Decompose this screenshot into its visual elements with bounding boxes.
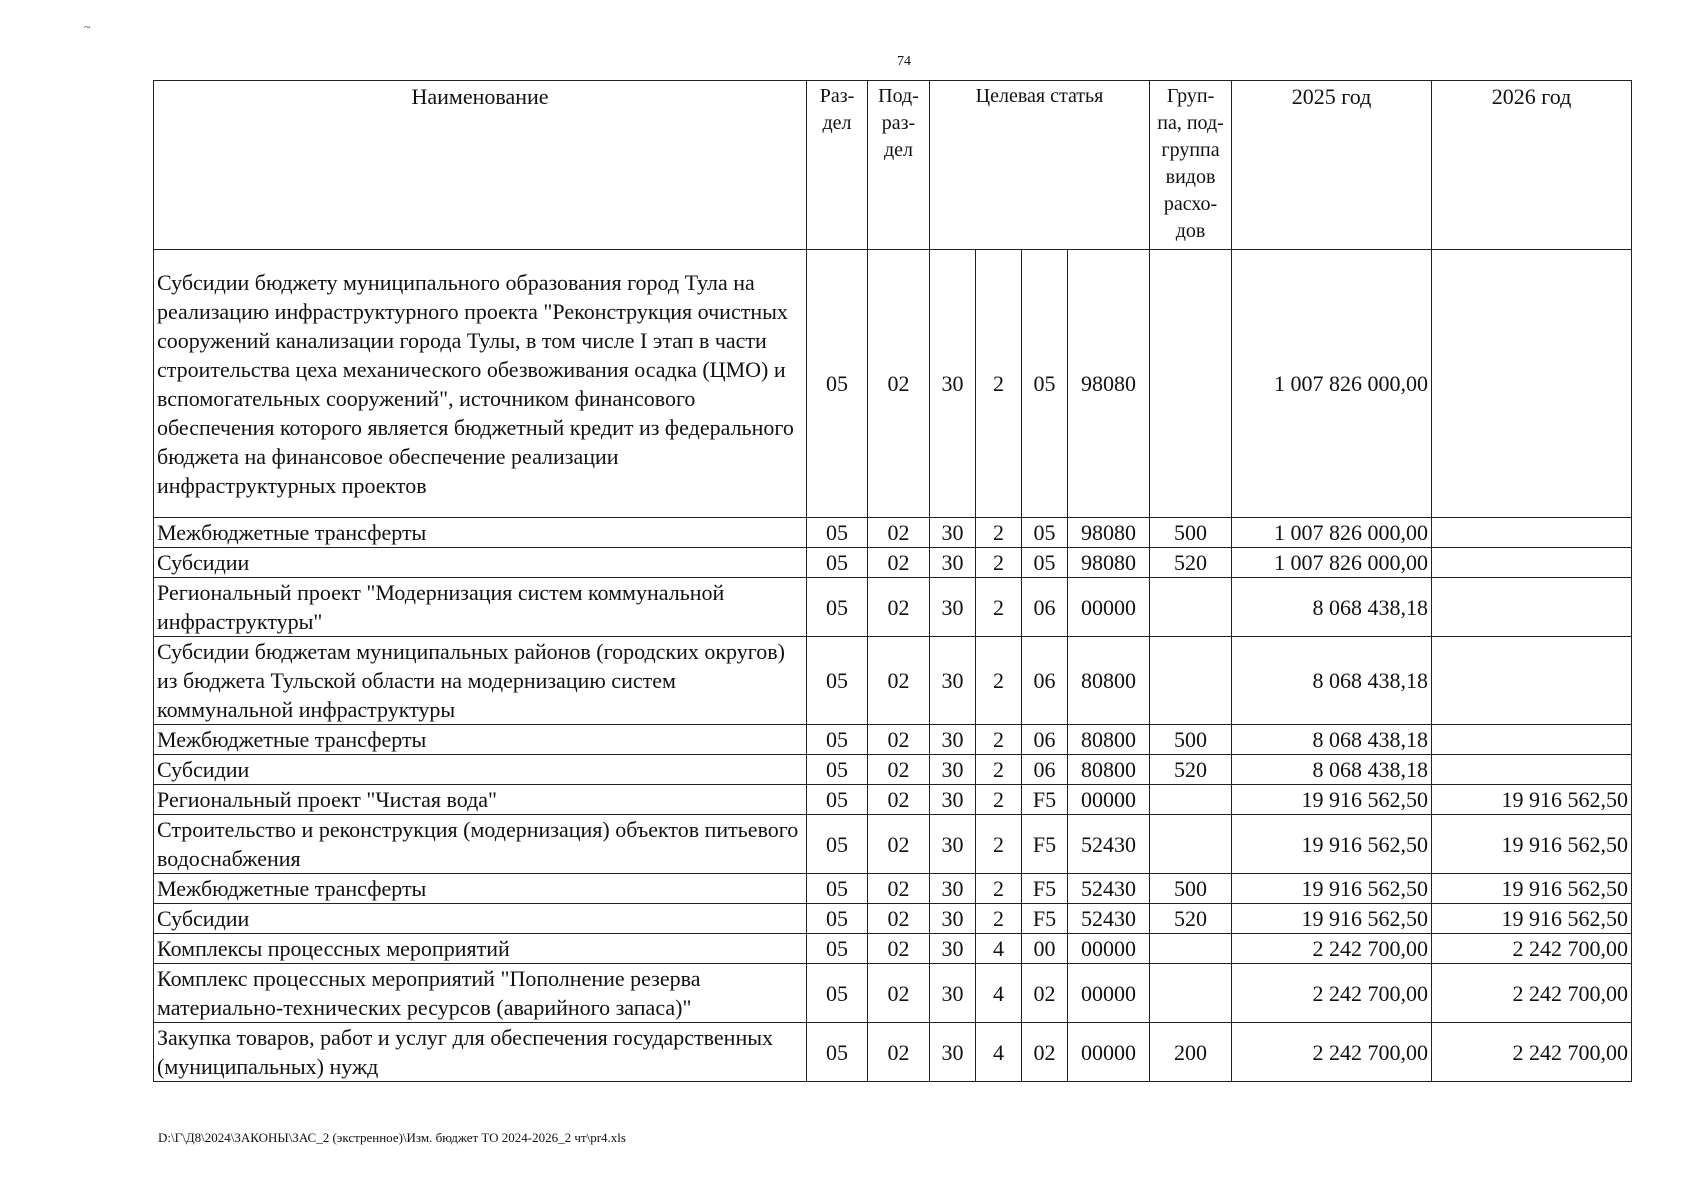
cell-target-4: 00000 — [1068, 785, 1150, 815]
cell-name: Региональный проект "Чистая вода" — [154, 785, 807, 815]
cell-2025: 8 068 438,18 — [1232, 755, 1432, 785]
cell-target-1: 30 — [930, 518, 976, 548]
cell-group — [1150, 578, 1232, 637]
table-row — [154, 904, 1632, 934]
cell-target-1: 30 — [930, 904, 976, 934]
cell-name: Комплексы процессных мероприятий — [154, 934, 807, 964]
cell-group — [1150, 785, 1232, 815]
cell-section: 05 — [807, 874, 868, 904]
cell-target-4: 52430 — [1068, 815, 1150, 874]
cell-subsection: 02 — [868, 785, 930, 815]
cell-subsection: 02 — [868, 1023, 930, 1082]
cell-group — [1150, 815, 1232, 874]
cell-target-3: 06 — [1022, 578, 1068, 637]
cell-section: 05 — [807, 250, 868, 518]
cell-target-3: 00 — [1022, 934, 1068, 964]
cell-2025: 1 007 826 000,00 — [1232, 250, 1432, 518]
cell-target-2: 2 — [976, 785, 1022, 815]
cell-2026 — [1432, 725, 1632, 755]
cell-subsection: 02 — [868, 934, 930, 964]
cell-target-1: 30 — [930, 725, 976, 755]
cell-target-4: 98080 — [1068, 518, 1150, 548]
header-2026: 2026 год — [1432, 81, 1632, 250]
table-row — [154, 1023, 1632, 1082]
cell-2026 — [1432, 548, 1632, 578]
cell-target-3: F5 — [1022, 815, 1068, 874]
cell-target-3: 05 — [1022, 518, 1068, 548]
cell-group: 500 — [1150, 874, 1232, 904]
cell-target-2: 2 — [976, 637, 1022, 725]
cell-section: 05 — [807, 934, 868, 964]
cell-2025: 19 916 562,50 — [1232, 785, 1432, 815]
cell-name: Межбюджетные трансферты — [154, 725, 807, 755]
cell-name: Субсидии — [154, 548, 807, 578]
header-row — [154, 81, 1632, 250]
cell-2026 — [1432, 518, 1632, 548]
cell-2025: 2 242 700,00 — [1232, 964, 1432, 1023]
header-group: Груп- па, под- группа видов расхо- дов — [1150, 81, 1232, 250]
cell-group: 500 — [1150, 518, 1232, 548]
budget-table — [153, 80, 1632, 1082]
cell-subsection: 02 — [868, 250, 930, 518]
cell-subsection: 02 — [868, 578, 930, 637]
table-row — [154, 578, 1632, 637]
cell-group — [1150, 934, 1232, 964]
cell-target-4: 80800 — [1068, 755, 1150, 785]
cell-section: 05 — [807, 815, 868, 874]
cell-2025: 2 242 700,00 — [1232, 934, 1432, 964]
cell-target-2: 4 — [976, 964, 1022, 1023]
table-row — [154, 548, 1632, 578]
cell-section: 05 — [807, 548, 868, 578]
cell-section: 05 — [807, 725, 868, 755]
cell-2025: 2 242 700,00 — [1232, 1023, 1432, 1082]
cell-name: Субсидии — [154, 755, 807, 785]
cell-name: Закупка товаров, работ и услуг для обеспечения государственных (муниципальных) нужд — [154, 1023, 807, 1082]
cell-target-4: 80800 — [1068, 637, 1150, 725]
cell-target-1: 30 — [930, 755, 976, 785]
cell-group — [1150, 250, 1232, 518]
cell-target-3: 02 — [1022, 1023, 1068, 1082]
cell-2025: 8 068 438,18 — [1232, 637, 1432, 725]
cell-subsection: 02 — [868, 815, 930, 874]
cell-target-4: 98080 — [1068, 250, 1150, 518]
cell-subsection: 02 — [868, 637, 930, 725]
cell-subsection: 02 — [868, 518, 930, 548]
cell-target-1: 30 — [930, 637, 976, 725]
cell-name: Комплекс процессных мероприятий "Пополнение резерва материально-технических ресурсов (аварийного запаса)" — [154, 964, 807, 1023]
cell-target-2: 2 — [976, 755, 1022, 785]
cell-target-2: 2 — [976, 548, 1022, 578]
cell-name: Межбюджетные трансферты — [154, 518, 807, 548]
cell-target-4: 98080 — [1068, 548, 1150, 578]
header-section: Раз- дел — [807, 81, 868, 250]
cell-2026: 19 916 562,50 — [1432, 815, 1632, 874]
footer-file-path: D:\Г\Д8\2024\ЗАКОНЫ\ЗАС_2 (экстренное)\Изм. бюджет ТО 2024-2026_2 чт\pr4.xls — [158, 1130, 626, 1145]
cell-target-1: 30 — [930, 785, 976, 815]
cell-target-4: 00000 — [1068, 578, 1150, 637]
cell-2025: 8 068 438,18 — [1232, 725, 1432, 755]
cell-2025: 19 916 562,50 — [1232, 904, 1432, 934]
cell-target-2: 2 — [976, 578, 1022, 637]
cell-2026: 2 242 700,00 — [1432, 934, 1632, 964]
cell-target-4: 80800 — [1068, 725, 1150, 755]
cell-section: 05 — [807, 637, 868, 725]
cell-target-2: 4 — [976, 1023, 1022, 1082]
table-row — [154, 874, 1632, 904]
cell-target-4: 00000 — [1068, 934, 1150, 964]
cell-subsection: 02 — [868, 548, 930, 578]
table-row — [154, 934, 1632, 964]
cell-group — [1150, 964, 1232, 1023]
cell-target-1: 30 — [930, 874, 976, 904]
cell-target-4: 00000 — [1068, 1023, 1150, 1082]
table-row — [154, 725, 1632, 755]
cell-section: 05 — [807, 964, 868, 1023]
cell-name: Субсидии бюджету муниципального образования город Тула на реализацию инфраструктурного проекта "Реконструкция очистных сооружений канализации города Тулы, в том числе I этап в части строительства цеха механического обезвоживания осадка (ЦМО) и вспомогательных сооружений", источником финансового обеспечения которого является бюджетный кредит из федерального бюджета на финансовое обеспечение реализации инфраструктурных проектов — [154, 250, 807, 518]
cell-target-1: 30 — [930, 250, 976, 518]
cell-2026: 19 916 562,50 — [1432, 785, 1632, 815]
cell-group: 520 — [1150, 904, 1232, 934]
cell-subsection: 02 — [868, 964, 930, 1023]
header-subsection: Под- раз- дел — [868, 81, 930, 250]
cell-group — [1150, 637, 1232, 725]
cell-2025: 19 916 562,50 — [1232, 874, 1432, 904]
cell-2026: 19 916 562,50 — [1432, 874, 1632, 904]
margin-mark: ~ — [84, 20, 91, 34]
cell-target-1: 30 — [930, 934, 976, 964]
cell-section: 05 — [807, 904, 868, 934]
cell-target-1: 30 — [930, 578, 976, 637]
cell-2026 — [1432, 250, 1632, 518]
cell-target-2: 2 — [976, 518, 1022, 548]
cell-target-1: 30 — [930, 548, 976, 578]
cell-group: 200 — [1150, 1023, 1232, 1082]
cell-name: Строительство и реконструкция (модернизация) объектов питьевого водоснабжения — [154, 815, 807, 874]
cell-target-3: F5 — [1022, 785, 1068, 815]
cell-2026: 2 242 700,00 — [1432, 1023, 1632, 1082]
cell-2025: 19 916 562,50 — [1232, 815, 1432, 874]
cell-2026 — [1432, 578, 1632, 637]
cell-target-4: 00000 — [1068, 964, 1150, 1023]
cell-target-2: 2 — [976, 725, 1022, 755]
cell-target-3: F5 — [1022, 874, 1068, 904]
cell-target-3: 02 — [1022, 964, 1068, 1023]
cell-2026 — [1432, 755, 1632, 785]
cell-name: Межбюджетные трансферты — [154, 874, 807, 904]
cell-target-3: 06 — [1022, 725, 1068, 755]
cell-target-4: 52430 — [1068, 874, 1150, 904]
cell-target-1: 30 — [930, 1023, 976, 1082]
cell-target-3: 06 — [1022, 637, 1068, 725]
cell-group: 520 — [1150, 755, 1232, 785]
cell-2025: 1 007 826 000,00 — [1232, 548, 1432, 578]
cell-2026: 19 916 562,50 — [1432, 904, 1632, 934]
cell-name: Субсидии бюджетам муниципальных районов (городских округов) из бюджета Тульской области на модернизацию систем коммунальной инфраструктуры — [154, 637, 807, 725]
cell-section: 05 — [807, 578, 868, 637]
cell-target-2: 2 — [976, 250, 1022, 518]
table-row — [154, 964, 1632, 1023]
cell-target-2: 2 — [976, 904, 1022, 934]
cell-target-1: 30 — [930, 815, 976, 874]
cell-2026 — [1432, 637, 1632, 725]
cell-group: 500 — [1150, 725, 1232, 755]
cell-target-2: 2 — [976, 874, 1022, 904]
cell-target-1: 30 — [930, 964, 976, 1023]
cell-subsection: 02 — [868, 874, 930, 904]
cell-target-3: 05 — [1022, 250, 1068, 518]
header-name: Наименование — [154, 81, 807, 250]
cell-target-3: 05 — [1022, 548, 1068, 578]
table-row — [154, 815, 1632, 874]
cell-section: 05 — [807, 518, 868, 548]
cell-2025: 1 007 826 000,00 — [1232, 518, 1432, 548]
header-2025: 2025 год — [1232, 81, 1432, 250]
cell-section: 05 — [807, 755, 868, 785]
cell-target-2: 2 — [976, 815, 1022, 874]
cell-target-3: F5 — [1022, 904, 1068, 934]
cell-target-4: 52430 — [1068, 904, 1150, 934]
cell-name: Региональный проект "Модернизация систем коммунальной инфраструктуры" — [154, 578, 807, 637]
cell-subsection: 02 — [868, 904, 930, 934]
header-target: Целевая статья — [930, 81, 1150, 250]
cell-section: 05 — [807, 1023, 868, 1082]
cell-target-2: 4 — [976, 934, 1022, 964]
table-row — [154, 250, 1632, 518]
cell-2025: 8 068 438,18 — [1232, 578, 1432, 637]
cell-section: 05 — [807, 785, 868, 815]
page-number: 74 — [897, 54, 911, 69]
table-row — [154, 637, 1632, 725]
cell-target-3: 06 — [1022, 755, 1068, 785]
cell-2026: 2 242 700,00 — [1432, 964, 1632, 1023]
table-row — [154, 518, 1632, 548]
table-row — [154, 755, 1632, 785]
cell-name: Субсидии — [154, 904, 807, 934]
cell-group: 520 — [1150, 548, 1232, 578]
cell-subsection: 02 — [868, 755, 930, 785]
cell-subsection: 02 — [868, 725, 930, 755]
table-row — [154, 785, 1632, 815]
